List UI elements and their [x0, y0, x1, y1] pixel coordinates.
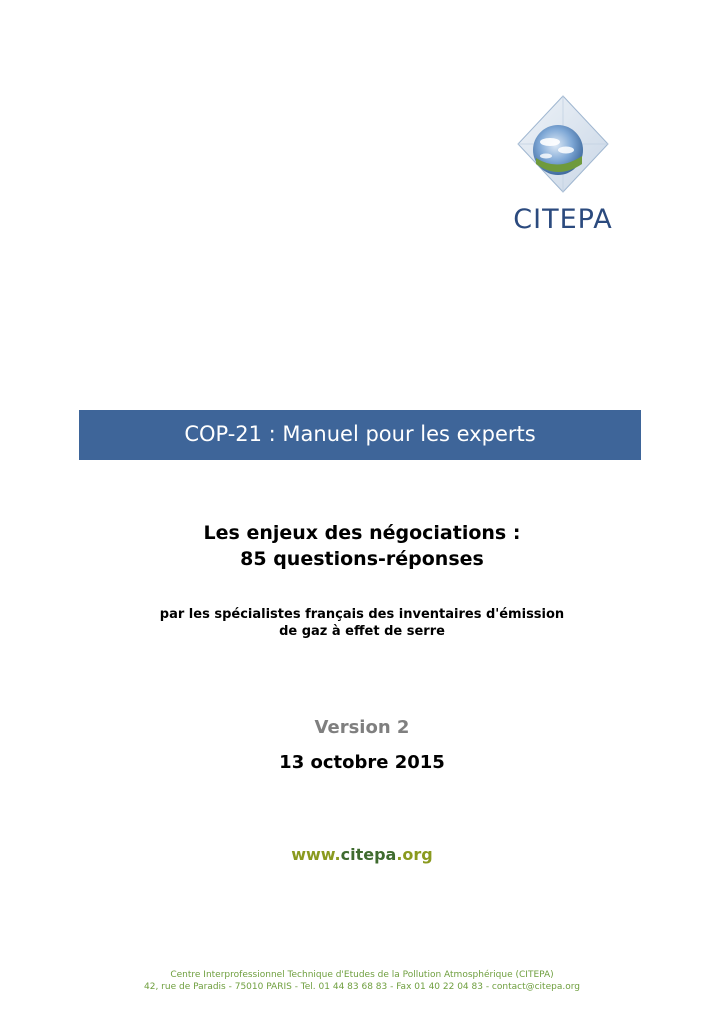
version-label: Version 2	[314, 717, 410, 738]
website-suffix: .org	[396, 845, 433, 864]
byline-line-1: par les spécialistes français des inventaires d'émission	[159, 607, 565, 622]
title-banner: COP-21 : Manuel pour les experts	[79, 410, 641, 460]
globe-diamond-icon	[496, 94, 630, 204]
byline-line-2: de gaz à effet de serre	[279, 624, 445, 639]
subject-line-1: Les enjeux des négociations :	[203, 522, 521, 544]
website-domain: citepa	[340, 845, 397, 864]
website-link[interactable]	[0, 845, 724, 864]
website-prefix: www.	[291, 845, 341, 864]
logo-wordmark: CITEPA	[513, 204, 613, 235]
subject-line-2: 85 questions-réponses	[240, 548, 484, 570]
citepa-logo	[496, 94, 630, 242]
publication-date: 13 octobre 2015	[279, 752, 445, 773]
footer-organization: Centre Interprofessionnel Technique d'Etudes de la Pollution Atmosphérique (CITEPA)	[170, 970, 554, 980]
footer-contact: 42, rue de Paradis - 75010 PARIS - Tel. 01 44 83 68 83 - Fax 01 40 22 04 83 - contact@citepa.org	[144, 982, 580, 992]
